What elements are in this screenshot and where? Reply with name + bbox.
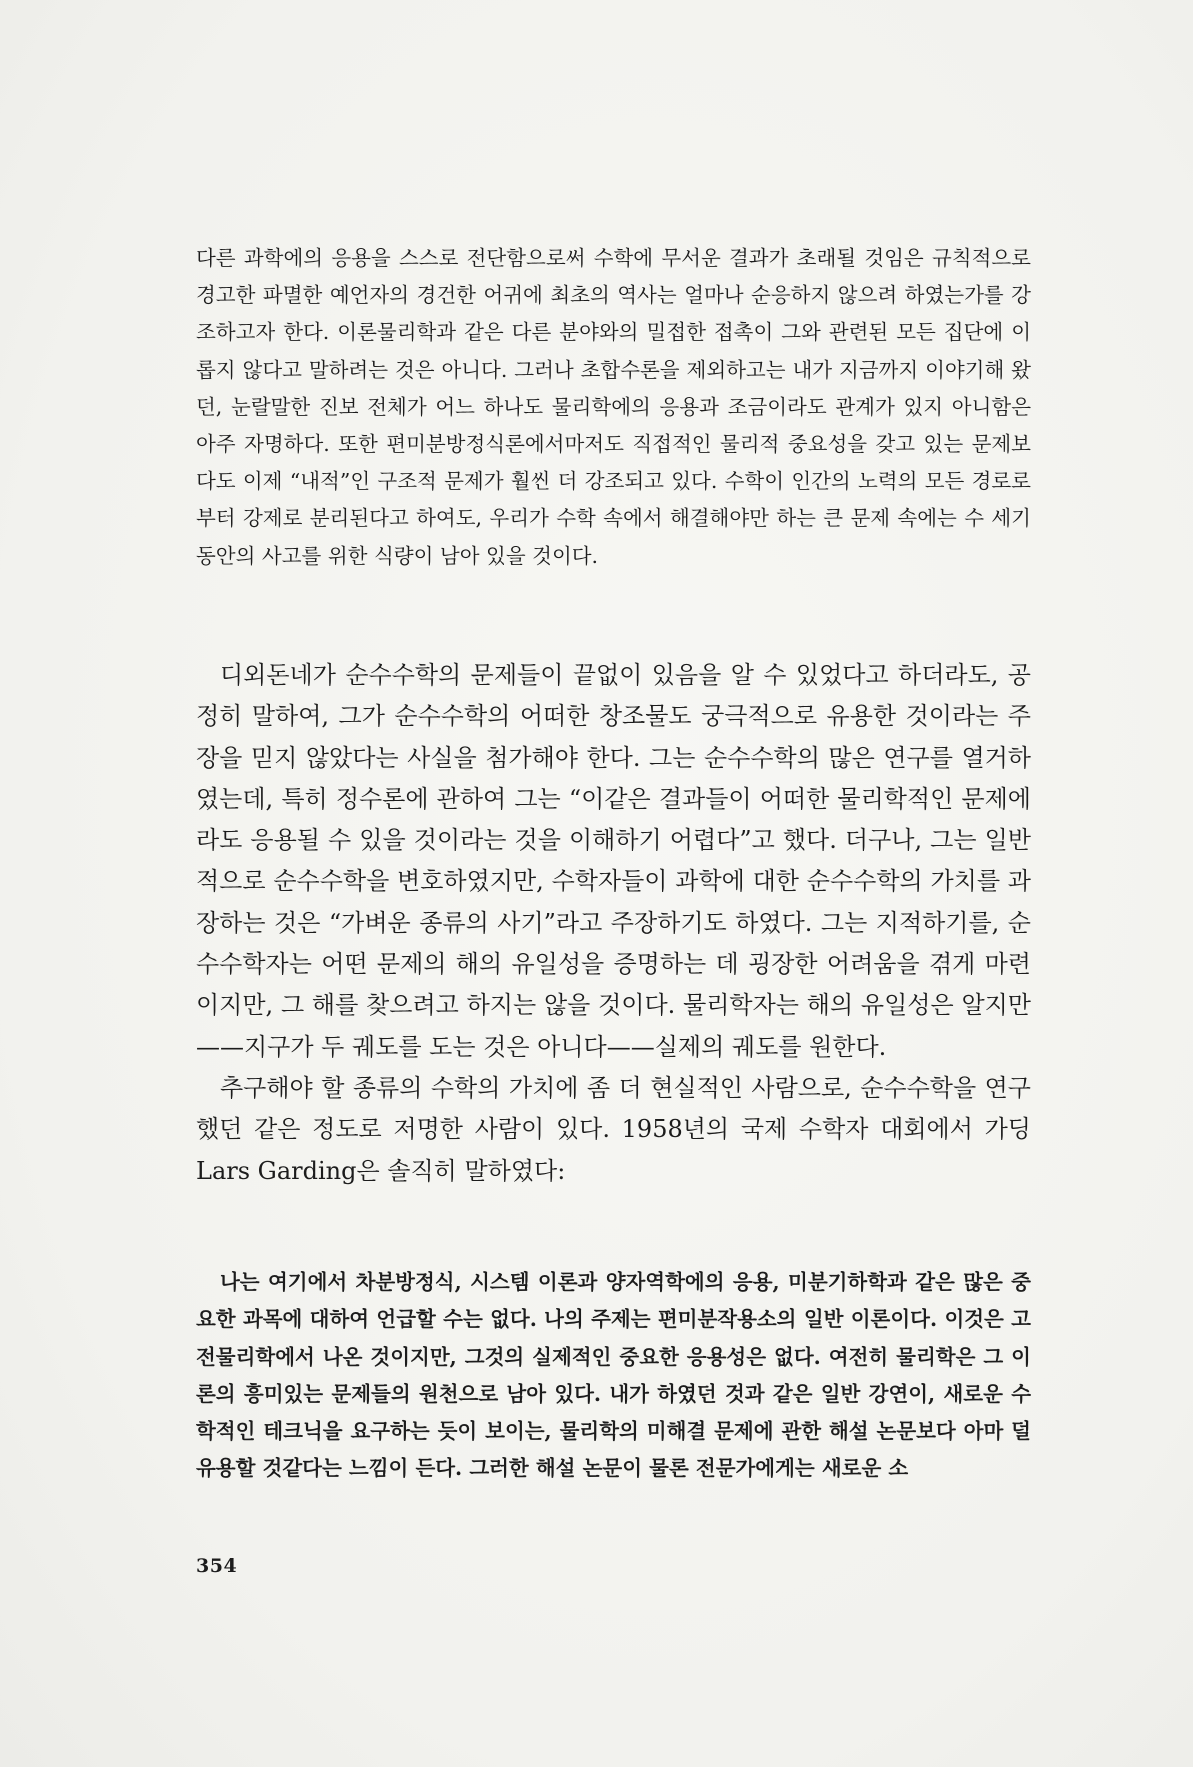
body-paragraph-2: 추구해야 할 종류의 수학의 가치에 좀 더 현실적인 사람으로, 순수수학을 연구했던 같은 정도로 저명한 사람이 있다. 1958년의 국제 수학자 대회에서 가딩 Lars Garding은 솔직히 말하였다: [196,1073,1031,1185]
quote-top-text: 다른 과학에의 응용을 스스로 전단함으로써 수학에 무서운 결과가 초래될 것임은 규칙적으로 경고한 파멸한 예언자의 경건한 어귀에 최초의 역사는 얼마나 순응하지 않으려 하였는가를 강조하고자 한다. 이론물리학과 같은 다른 분야와의 밀접한 접촉이 그와 관련된 모든 집단에 이롭지 않다고 말하려는 것은 아니다. 그러나 초합수론을 제외하고는 내가 지금까지 이야기해 왔던, 눈랄말한 진보 전체가 어느 하나도 물리학에의 응용과 조금이라도 관계가 있지 아니함은 아주 자명하다. 또한 편미분방정식론에서마저도 직접적인 물리적 중요성을 갖고 있는 문제보다도 이제 “내적”인 구조적 문제가 훨씬 더 강조되고 있다. 수학이 인간의 노력의 모든 경로로부터 강제로 분리된다고 하여도, 우리가 수학 속에서 해결해야만 하는 큰 문제 속에는 수 세기 동안의 사고를 위한 식량이 남아 있을 것이다. [196,246,1031,568]
page-number: 354 [196,1555,238,1577]
block-quote-top [196,240,1031,575]
quote-bottom-text: 나는 여기에서 차분방정식, 시스템 이론과 양자역학에의 응용, 미분기하학과 같은 많은 중요한 과목에 대하여 언급할 수는 없다. 나의 주제는 편미분작용소의 일반 이론이다. 이것은 고전물리학에서 나온 것이지만, 그것의 실제적인 중요한 응용성은 없다. 여전히 물리학은 그 이론의 흥미있는 문제들의 원천으로 남아 있다. 내가 하였던 것과 같은 일반 강연이, 새로운 수학적인 테크닉을 요구하는 듯이 보이는, 물리학의 미해결 문제에 관한 해설 논문보다 아마 덜 유용할 것같다는 느낌이 든다. 그러한 해설 논문이 물론 전문가에게는 새로운 소 [196,1270,1031,1481]
block-quote-bottom [196,1264,1031,1488]
body-text [196,655,1031,1192]
body-paragraph-1: 디외돈네가 순수수학의 문제들이 끝없이 있음을 알 수 있었다고 하더라도, 공정히 말하여, 그가 순수수학의 어떠한 창조물도 궁극적으로 유용한 것이라는 주장을 믿지 않았다는 사실을 첨가해야 한다. 그는 순수수학의 많은 연구를 열거하였는데, 특히 정수론에 관하여 그는 “이같은 결과들이 어떠한 물리학적인 문제에라도 응용될 수 있을 것이라는 것을 이해하기 어렵다”고 했다. 더구나, 그는 일반적으로 순수수학을 변호하였지만, 수학자들이 과학에 대한 순수수학의 가치를 과장하는 것은 “가벼운 종류의 사기”라고 주장하기도 하였다. 그는 지적하기를, 순수수학자는 어떤 문제의 해의 유일성을 증명하는 데 굉장한 어려움을 겪게 마련이지만, 그 해를 찾으려고 하지는 않을 것이다. 물리학자는 해의 유일성은 알지만——지구가 두 궤도를 도는 것은 아니다——실제의 궤도를 원한다. [196,661,1031,1061]
